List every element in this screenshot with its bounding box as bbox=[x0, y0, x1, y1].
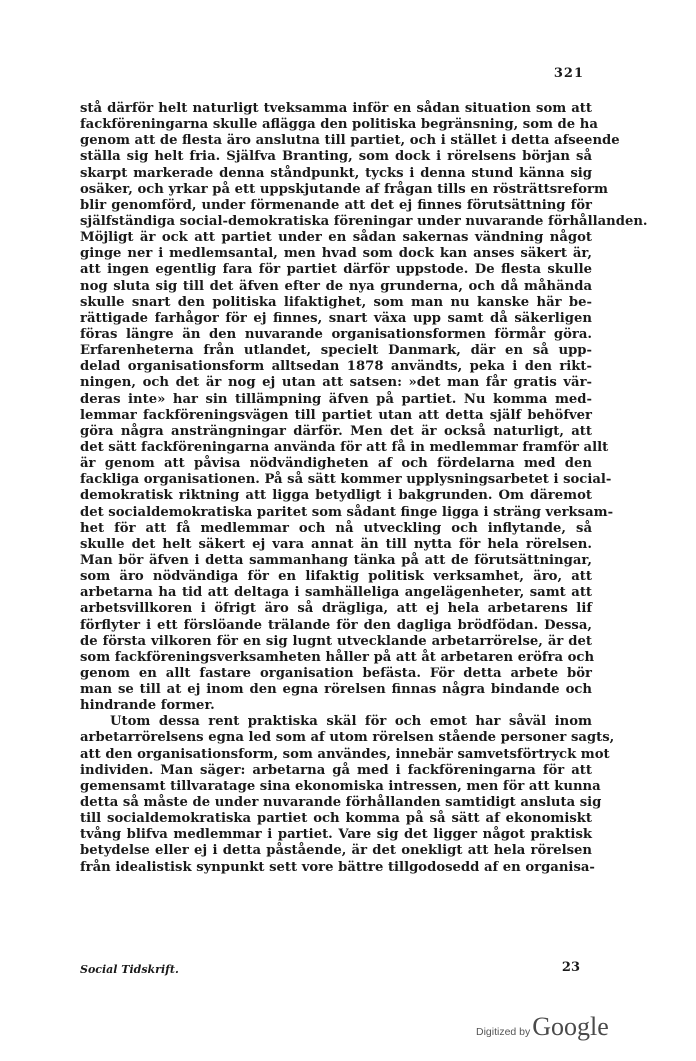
footer-signature-mark: 23 bbox=[561, 960, 580, 975]
text-line: själfständiga social-demokratiska föreningar under nuvarande förhållanden. bbox=[80, 213, 648, 229]
text-line: tvång blifva medlemmar i partiet. Vare sig det ligger något praktisk bbox=[80, 827, 592, 843]
google-logo: Google bbox=[532, 1012, 609, 1041]
text-line: stå därför helt naturligt tveksamma inför en sådan situation som att bbox=[80, 101, 592, 116]
text-line: ginge ner i medlemsantal, men hvad som dock kan anses säkert är, bbox=[80, 246, 592, 262]
text-line: det socialdemokratiska paritet som sådant finge ligga i sträng verksam- bbox=[80, 504, 614, 520]
text-line: deras inte» har sin tillämpning äfven på partiet. Nu komma med- bbox=[80, 391, 592, 407]
text-line: ställa sig helt fria. Själfva Branting, som dock i rörelsens början så bbox=[80, 149, 592, 165]
text-line: gemensamt tillvaratage sina ekonomiska intressen, men för att kunna bbox=[80, 778, 601, 794]
footer-journal-title: Social Tidskrift. bbox=[80, 963, 179, 976]
text-line: detta så måste de under nuvarande förhållanden samtidigt ansluta sig bbox=[80, 795, 602, 811]
text-line: blir genomförd, under förmenande att det ej finnes förutsättning för bbox=[80, 197, 592, 213]
text-line: het för att få medlemmar och nå utveckling och inflytande, så bbox=[80, 520, 592, 536]
text-line: Möjligt är ock att partiet under en sådan sakernas vändning något bbox=[80, 230, 592, 246]
text-line: osäker, och yrkar på ett uppskjutande af frågan tills en rösträttsreform bbox=[80, 181, 608, 197]
watermark-prefix: Digitized by bbox=[476, 1026, 531, 1038]
text-line: betydelse eller ej i detta påstående, är det onekligt att hela rörelsen bbox=[80, 843, 592, 859]
text-line: demokratisk riktning att ligga betydligt i bakgrunden. Om däremot bbox=[80, 488, 592, 504]
text-line: som fackföreningsverksamheten håller på att åt arbetaren eröfra och bbox=[80, 649, 595, 665]
text-line: rättigade farhågor för ej finnes, snart växa upp samt då säkerligen bbox=[80, 310, 592, 326]
paragraph bbox=[80, 101, 648, 714]
text-line: arbetarna ha tid att deltaga i samhälleliga angelägenheter, samt att bbox=[80, 585, 592, 601]
text-line: lemmar fackföreningsvägen till partiet utan att detta själf behöfver bbox=[80, 407, 592, 423]
text-line: Man bör äfven i detta sammanhang tänka på att de förutsättningar, bbox=[80, 552, 592, 568]
text-line: arbetarrörelsens egna led som af utom rörelsen stående personer sagts, bbox=[80, 730, 615, 746]
text-line: hindrande former. bbox=[80, 698, 215, 714]
text-line: skarpt markerade denna ståndpunkt, tycks i denna stund känna sig bbox=[80, 165, 592, 181]
text-line: som äro nödvändiga för en lifaktig politisk verksamhet, äro, att bbox=[80, 569, 592, 585]
digitized-by-google-watermark bbox=[476, 1012, 609, 1042]
text-line: genom att de flesta äro anslutna till partiet, och i stället i detta afseende bbox=[80, 133, 620, 149]
text-line: skulle snart den politiska lifaktighet, som man nu kanske här be- bbox=[80, 294, 592, 310]
text-line: Utom dessa rent praktiska skäl för och emot har såväl inom bbox=[110, 714, 592, 730]
text-line: de första vilkoren för en sig lugnt utvecklande arbetarrörelse, är det bbox=[80, 633, 592, 649]
text-line: fackföreningarna skulle aflägga den politiska begränsning, som de ha bbox=[80, 117, 598, 133]
text-line: förflyter i ett förslöande trälande för den dagliga brödfödan. Dessa, bbox=[80, 617, 592, 633]
text-line: individen. Man säger: arbetarna gå med i fackföreningarna för att bbox=[80, 762, 592, 778]
text-line: fackliga organisationen. På så sätt kommer upplysningsarbetet i social- bbox=[80, 472, 612, 488]
paragraph bbox=[80, 714, 615, 875]
text-line: skulle det helt säkert ej vara annat än till nytta för hela rörelsen. bbox=[80, 536, 592, 552]
page-number: 321 bbox=[553, 66, 584, 81]
text-line: det sätt fackföreningarna använda för att få in medlemmar framför allt bbox=[80, 439, 609, 455]
text-line: nog sluta sig till det äfven efter de nya grunderna, och då måhända bbox=[80, 278, 592, 294]
text-line: föras längre än den nuvarande organisationsformen förmår göra. bbox=[80, 326, 592, 342]
text-line: arbetsvillkoren i öfrigt äro så drägliga, att ej hela arbetarens lif bbox=[80, 601, 592, 617]
body-text bbox=[80, 101, 648, 876]
text-line: Erfarenheterna från utlandet, specielt Danmark, där en så upp- bbox=[80, 343, 592, 359]
text-line: är genom att påvisa nödvändigheten af och fördelarna med den bbox=[80, 456, 592, 472]
text-line: delad organisationsform alltsedan 1878 användts, peka i den rikt- bbox=[80, 359, 592, 375]
text-line: att ingen egentlig fara för partiet därför uppstode. De flesta skulle bbox=[80, 262, 592, 278]
text-line: man se till at ej inom den egna rörelsen finnas några bindande och bbox=[80, 682, 592, 698]
text-line: genom en allt fastare organisation befästa. För detta arbete bör bbox=[80, 665, 592, 681]
text-line: från idealistisk synpunkt sett vore bättre tillgodosedd af en organisa- bbox=[80, 859, 595, 875]
text-line: göra några ansträngningar därför. Men det är också naturligt, att bbox=[80, 423, 592, 439]
text-line: att den organisationsform, som användes, innebär samvetsförtryck mot bbox=[80, 746, 610, 762]
text-line: ningen, och det är nog ej utan att satsen: »det man får gratis vär- bbox=[80, 375, 592, 391]
text-line: till socialdemokratiska partiet och komma på så sätt af ekonomiskt bbox=[80, 811, 592, 827]
